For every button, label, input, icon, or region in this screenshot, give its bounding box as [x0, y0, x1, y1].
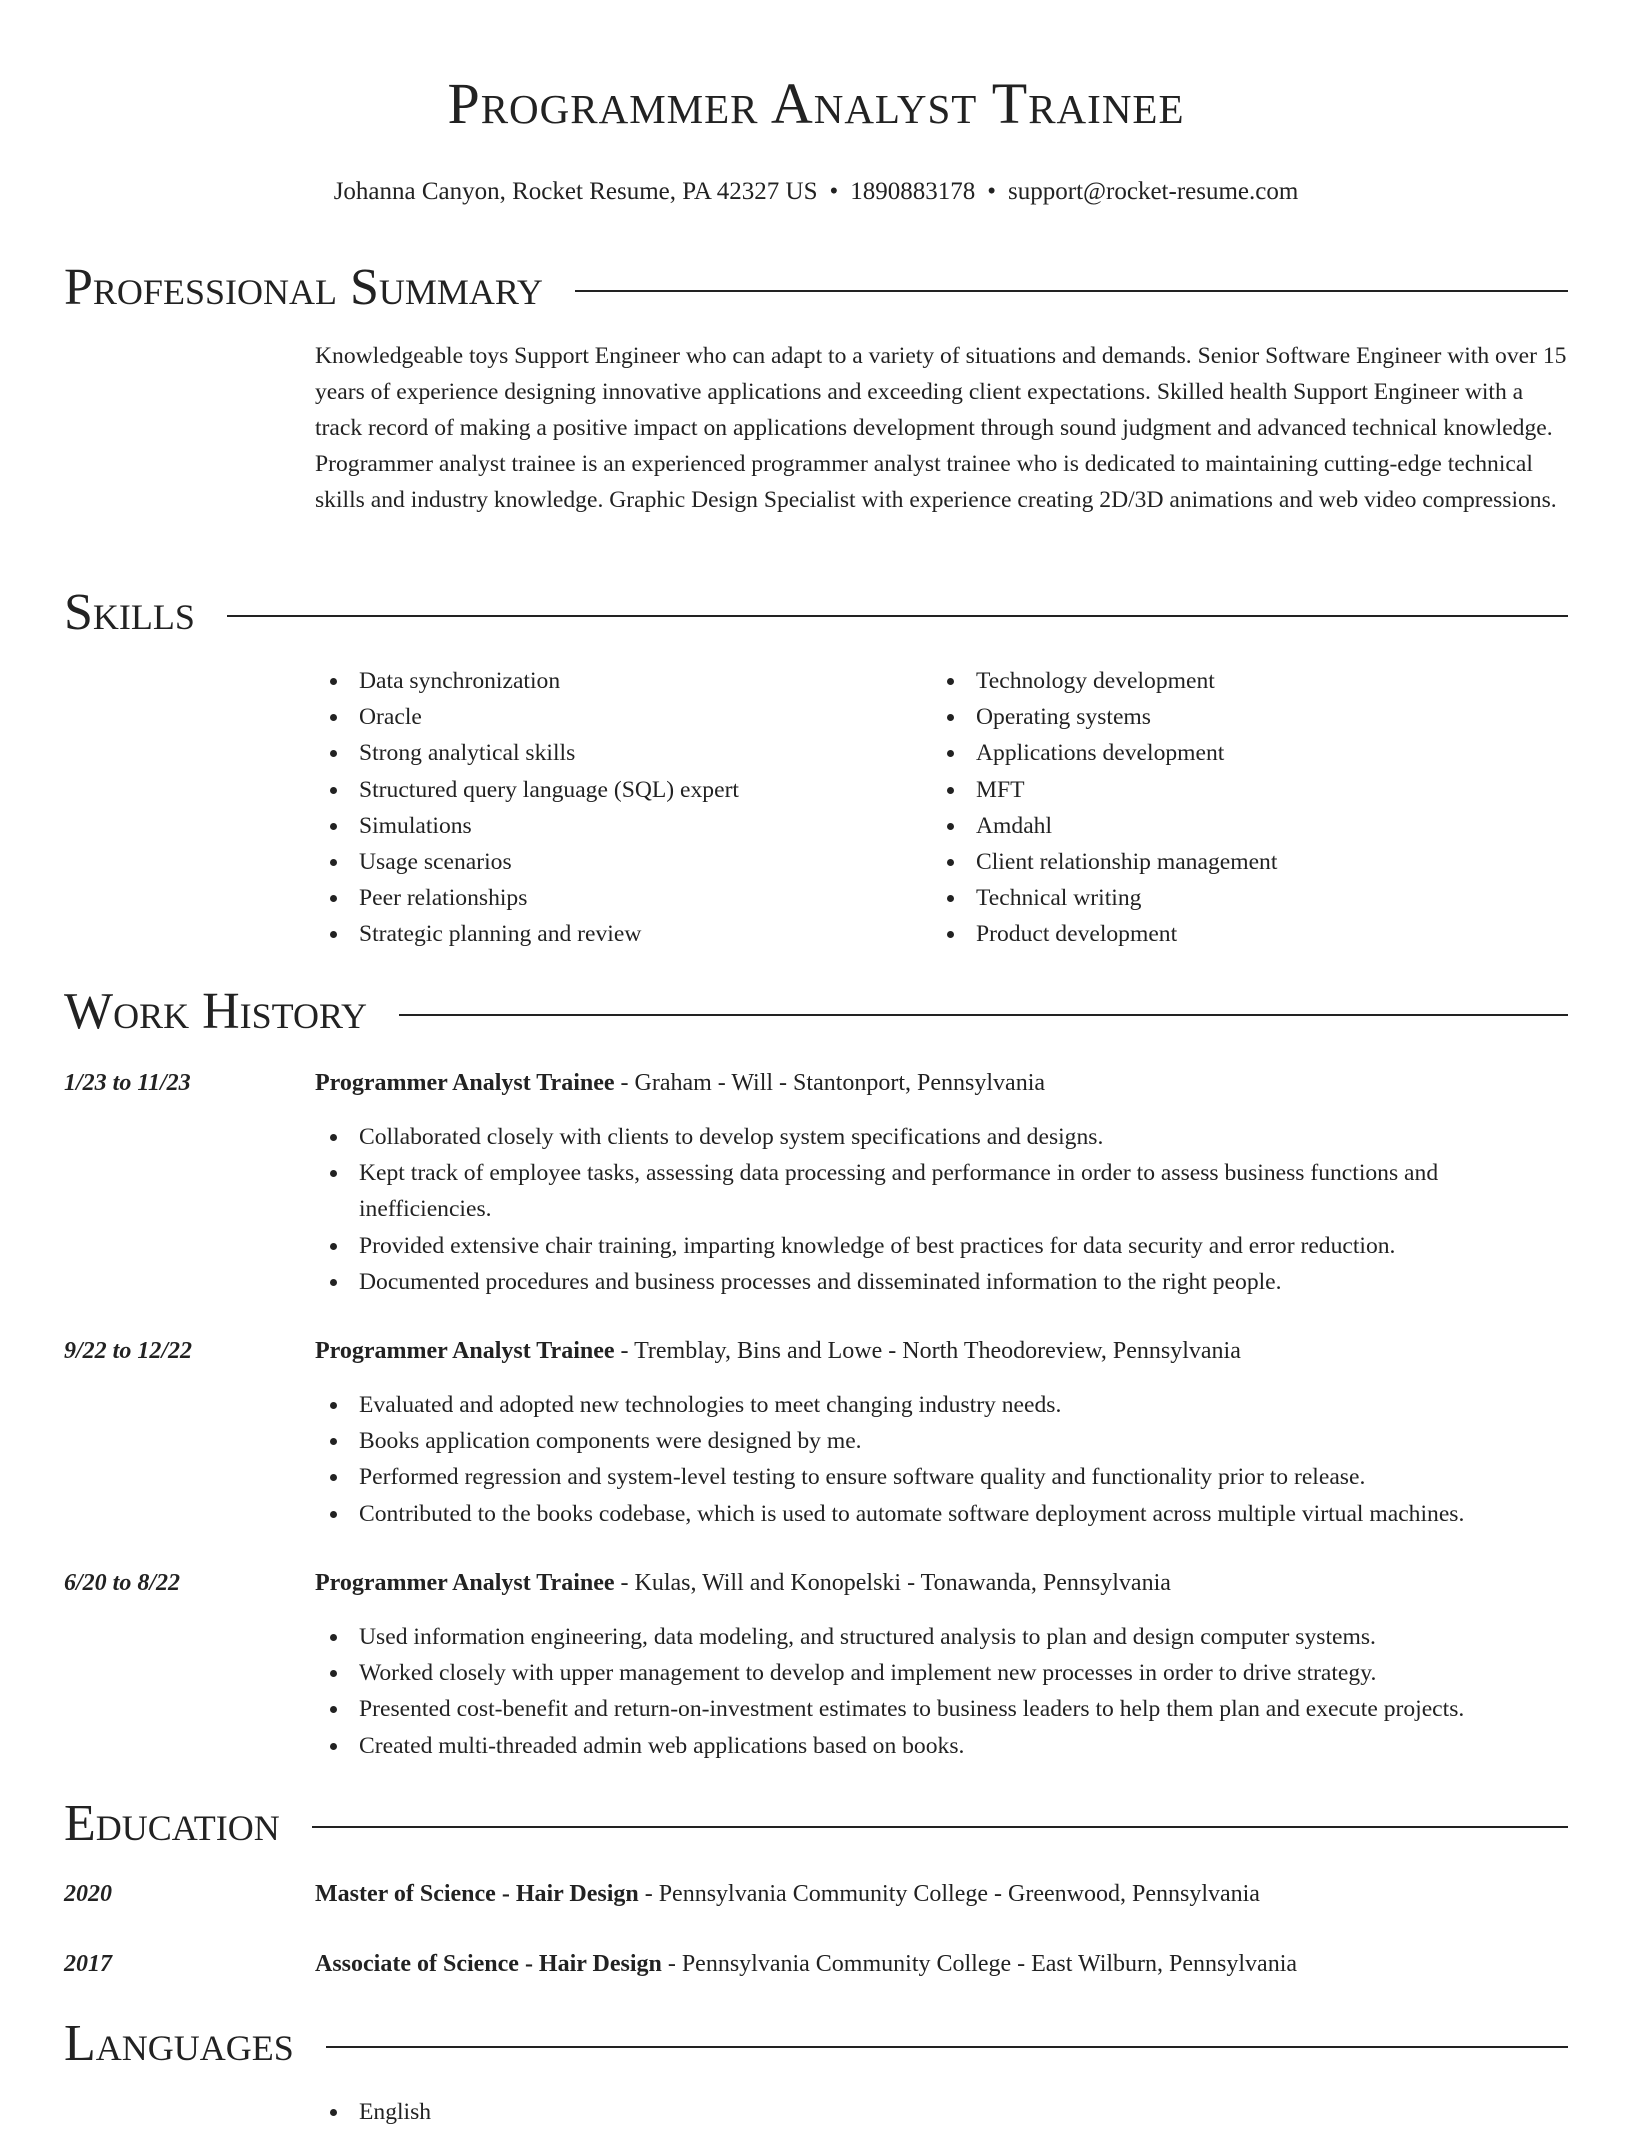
- work-heading: [64, 982, 1568, 1042]
- education-degree: Associate of Science - Hair Design: [315, 1951, 662, 1977]
- job-title: Programmer Analyst Trainee: [315, 1338, 615, 1364]
- job-dates: 1/23 to 11/23: [64, 1070, 191, 1096]
- job-dates: 6/20 to 8/22: [64, 1570, 181, 1596]
- work-title: Work History: [64, 983, 368, 1040]
- job-duties: [315, 1619, 1573, 1764]
- contact-address: Johanna Canyon, Rocket Resume, PA 42327 US: [333, 178, 818, 205]
- job-employer: - Graham - Will - Stantonport, Pennsylvania: [614, 1070, 1046, 1096]
- job-title-line: [315, 1333, 1241, 1369]
- skills-title: Skills: [64, 584, 195, 641]
- contact-line: [0, 174, 1632, 210]
- education-line: [315, 1876, 1260, 1912]
- job-duty: Presented cost-benefit and return-on-investment estimates to business leaders to help them plan and execute projects.: [315, 1691, 1573, 1727]
- job-duty: Worked closely with upper management to develop and implement new processes in order to drive strategy.: [315, 1655, 1573, 1691]
- skill-item: MFT: [932, 772, 1532, 808]
- skill-item: Strong analytical skills: [315, 735, 915, 771]
- job-duty: Contributed to the books codebase, which is used to automate software deployment across multiple virtual machines.: [315, 1496, 1573, 1532]
- education-year: 2020: [64, 1881, 112, 1907]
- skill-item: Client relationship management: [932, 844, 1532, 880]
- skill-item: Peer relationships: [315, 880, 915, 916]
- job-title: Programmer Analyst Trainee: [315, 1570, 615, 1596]
- languages-heading: [64, 2014, 1568, 2074]
- skill-item: Applications development: [932, 735, 1532, 771]
- section-divider: [227, 615, 1568, 617]
- job-duty: Kept track of employee tasks, assessing data processing and performance in order to assess business functions and inefficiencies.: [315, 1155, 1573, 1227]
- skills-list-right: [932, 663, 1532, 953]
- education-line: [315, 1946, 1297, 1982]
- skill-item: Operating systems: [932, 699, 1532, 735]
- education-heading: [64, 1794, 1568, 1854]
- job-duty: Created multi-threaded admin web applications based on books.: [315, 1728, 1573, 1764]
- skills-list-left: [315, 663, 915, 953]
- job-duty: Provided extensive chair training, imparting knowledge of best practices for data security and error reduction.: [315, 1228, 1573, 1264]
- contact-phone: 1890883178: [850, 178, 976, 205]
- job-duty: Collaborated closely with clients to develop system specifications and designs.: [315, 1119, 1573, 1155]
- job-title-line: [315, 1065, 1045, 1101]
- skill-item: Usage scenarios: [315, 844, 915, 880]
- summary-heading: [64, 258, 1568, 318]
- section-divider: [326, 2046, 1568, 2048]
- skills-heading: [64, 583, 1568, 643]
- job-title-line: [315, 1565, 1171, 1601]
- job-duty: Used information engineering, data modeling, and structured analysis to plan and design computer systems.: [315, 1619, 1573, 1655]
- education-degree: Master of Science - Hair Design: [315, 1881, 639, 1907]
- job-duty: Books application components were designed by me.: [315, 1423, 1573, 1459]
- education-year: 2017: [64, 1951, 112, 1977]
- skill-item: Simulations: [315, 808, 915, 844]
- languages-title: Languages: [64, 2015, 294, 2072]
- contact-separator: •: [829, 178, 839, 205]
- skill-item: Oracle: [315, 699, 915, 735]
- job-duties: [315, 1119, 1573, 1300]
- job-duties: [315, 1387, 1573, 1532]
- job-employer: - Kulas, Will and Konopelski - Tonawanda, Pennsylvania: [614, 1570, 1171, 1596]
- section-divider: [312, 1826, 1568, 1828]
- skill-item: Technology development: [932, 663, 1532, 699]
- education-title: Education: [64, 1795, 280, 1852]
- summary-title: Professional Summary: [64, 259, 543, 316]
- skill-item: Strategic planning and review: [315, 916, 915, 952]
- summary-text: Knowledgeable toys Support Engineer who can adapt to a variety of situations and demands. Senior Software Engineer with over 15 years of experience designing innovative applications and exceeding client expectations. Skilled health Support Engineer with a track record of making a positive impact on applications development through sound judgment and advanced technical knowledge. Programmer analyst trainee is an experienced programmer analyst trainee who is dedicated to maintaining cutting-edge technical skills and industry knowledge. Graphic Design Specialist with experience creating 2D/3D animations and web video compressions.: [315, 343, 1567, 513]
- skill-item: Technical writing: [932, 880, 1532, 916]
- language-item: English: [315, 2094, 1573, 2130]
- skill-item: Amdahl: [932, 808, 1532, 844]
- section-divider: [399, 1014, 1568, 1016]
- contact-separator: •: [987, 178, 997, 205]
- skill-item: Structured query language (SQL) expert: [315, 772, 915, 808]
- contact-email: support@rocket-resume.com: [1008, 178, 1299, 205]
- job-duty: Performed regression and system-level testing to ensure software quality and functionality prior to release.: [315, 1459, 1573, 1495]
- languages-list: [315, 2094, 1573, 2130]
- job-title: Programmer Analyst Trainee: [315, 1070, 615, 1096]
- education-school: - Pennsylvania Community College - East Wilburn, Pennsylvania: [661, 1951, 1298, 1977]
- skill-item: Product development: [932, 916, 1532, 952]
- job-employer: - Tremblay, Bins and Lowe - North Theodoreview, Pennsylvania: [614, 1338, 1241, 1364]
- skill-item: Data synchronization: [315, 663, 915, 699]
- job-duty: Evaluated and adopted new technologies to meet changing industry needs.: [315, 1387, 1573, 1423]
- job-duty: Documented procedures and business processes and disseminated information to the right people.: [315, 1264, 1573, 1300]
- candidate-name: Programmer Analyst Trainee: [447, 71, 1185, 136]
- education-school: - Pennsylvania Community College - Greenwood, Pennsylvania: [638, 1881, 1260, 1907]
- job-dates: 9/22 to 12/22: [64, 1338, 193, 1364]
- section-divider: [575, 290, 1568, 292]
